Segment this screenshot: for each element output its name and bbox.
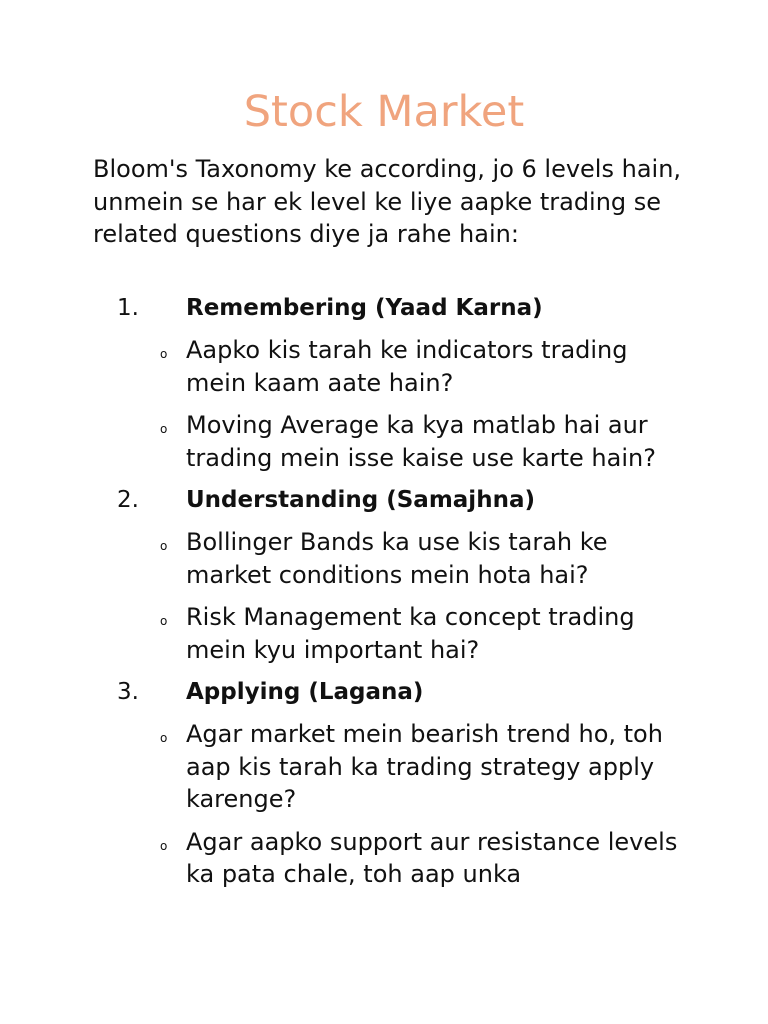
question-text: Risk Management ka concept trading mein kyu important hai? [186,603,635,664]
bullet-icon: o [160,422,168,436]
question-item [0,409,686,474]
section-number: 1. [117,295,139,321]
section-heading [0,292,768,324]
bullet-icon: o [160,731,168,745]
section-title: Remembering (Yaad Karna) [186,295,543,321]
section-number: 2. [117,487,139,513]
intro-paragraph: Bloom's Taxonomy ke according, jo 6 levels hain, unmein se har ek level ke liye aapke trading se related questions diye ja rahe hain: [93,155,682,248]
section-applying [0,676,768,891]
bullet-icon: o [160,539,168,553]
question-item [0,718,686,816]
question-item [0,526,686,591]
question-text: Bollinger Bands ka use kis tarah ke market conditions mein hota hai? [186,528,608,589]
section-remembering [0,292,768,474]
section-title: Applying (Lagana) [186,679,424,705]
section-heading [0,676,768,708]
question-text: Moving Average ka kya matlab hai aur trading mein isse kaise use karte hain? [186,411,656,472]
question-text: Agar market mein bearish trend ho, toh aap kis tarah ka trading strategy apply karenge? [186,720,663,813]
document-title: Stock Market [243,87,525,137]
question-item [0,601,686,666]
bullet-icon: o [160,838,168,853]
question-item [0,826,686,891]
section-number: 3. [117,679,139,705]
bullet-icon: o [160,347,168,361]
question-item [0,334,686,399]
question-text: Agar aapko support aur resistance levels ka pata chale, toh aap unka [186,827,678,888]
section-understanding [0,484,768,666]
section-heading [0,484,768,516]
taxonomy-list [0,292,768,901]
section-title: Understanding (Samajhna) [186,487,535,513]
bullet-icon: o [160,614,168,628]
question-text: Aapko kis tarah ke indicators trading mein kaam aate hain? [186,336,628,397]
